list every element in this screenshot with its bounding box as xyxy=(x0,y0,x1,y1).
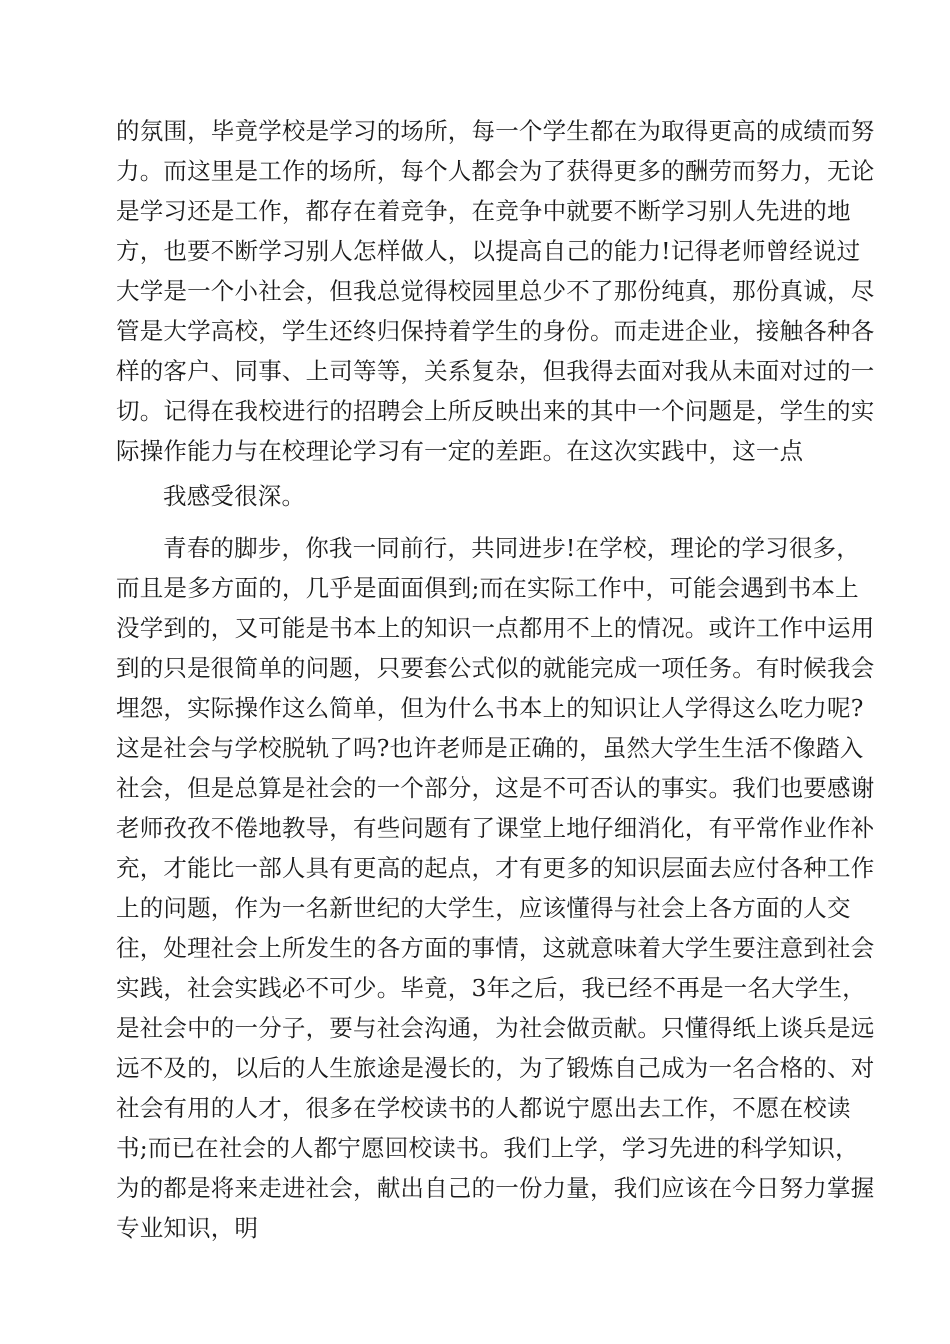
paragraph-first-line: 青春的脚步，你我一同前行，共同进步!在学校，理论的学习很多， xyxy=(163,534,860,562)
text-line: 是社会中的一分子，要与社会沟通，为社会做贡献。只懂得纸上谈兵是远 xyxy=(116,1014,875,1042)
text-line: 社会，但是总算是社会的一个部分，这是不可否认的事实。我们也要感谢 xyxy=(116,774,875,802)
text-line: 专业知识，明 xyxy=(116,1214,259,1242)
text-line: 老师孜孜不倦地教导，有些问题有了课堂上地仔细消化，有平常作业作补 xyxy=(116,814,875,842)
text-line: 我感受很深。 xyxy=(163,482,306,510)
text-line: 而且是多方面的，几乎是面面俱到;而在实际工作中，可能会遇到书本上 xyxy=(116,574,859,602)
text-line: 没学到的，又可能是书本上的知识一点都用不上的情况。或许工作中运用 xyxy=(116,614,875,642)
text-line: 到的只是很简单的问题，只要套公式似的就能完成一项任务。有时候我会 xyxy=(116,654,875,682)
text-line: 实践，社会实践必不可少。毕竟，3年之后，我已经不再是一名大学生， xyxy=(116,974,866,1002)
text-line: 管是大学高校，学生还终归保持着学生的身份。而走进企业，接触各种各 xyxy=(116,317,875,345)
text-line: 为的都是将来走进社会，献出自己的一份力量，我们应该在今日努力掌握 xyxy=(116,1174,875,1202)
text-line: 这是社会与学校脱轨了吗?也许老师是正确的，虽然大学生生活不像踏入 xyxy=(116,734,864,762)
text-line: 充，才能比一部人具有更高的起点，才有更多的知识层面去应付各种工作 xyxy=(116,854,875,882)
text-line: 大学是一个小社会，但我总觉得校园里总少不了那份纯真，那份真诚，尽 xyxy=(116,277,875,305)
text-line: 的氛围，毕竟学校是学习的场所，每一个学生都在为取得更高的成绩而努 xyxy=(116,117,875,145)
text-line: 是学习还是工作，都存在着竞争，在竞争中就要不断学习别人先进的地 xyxy=(116,197,851,225)
text-line: 样的客户、同事、上司等等，关系复杂，但我得去面对我从未面对过的一 xyxy=(116,357,875,385)
text-line: 埋怨，实际操作这么简单，但为什么书本上的知识让人学得这么吃力呢? xyxy=(116,694,864,722)
text-line: 往，处理社会上所发生的各方面的事情，这就意味着大学生要注意到社会 xyxy=(116,934,875,962)
text-line: 社会有用的人才，很多在学校读书的人都说宁愿出去工作，不愿在校读 xyxy=(116,1094,851,1122)
text-line: 切。记得在我校进行的招聘会上所反映出来的其中一个问题是，学生的实 xyxy=(116,397,875,425)
text-line: 远不及的，以后的人生旅途是漫长的，为了锻炼自己成为一名合格的、对 xyxy=(116,1054,875,1082)
text-line: 方，也要不断学习别人怎样做人，以提高自己的能力!记得老师曾经说过 xyxy=(116,237,861,265)
text-line: 际操作能力与在校理论学习有一定的差距。在这次实践中，这一点 xyxy=(116,437,804,465)
text-line: 书;而已在社会的人都宁愿回校读书。我们上学，学习先进的科学知识， xyxy=(116,1134,859,1162)
text-line: 上的问题，作为一名新世纪的大学生，应该懂得与社会上各方面的人交 xyxy=(116,894,851,922)
text-line: 力。而这里是工作的场所，每个人都会为了获得更多的酬劳而努力，无论 xyxy=(116,157,875,185)
